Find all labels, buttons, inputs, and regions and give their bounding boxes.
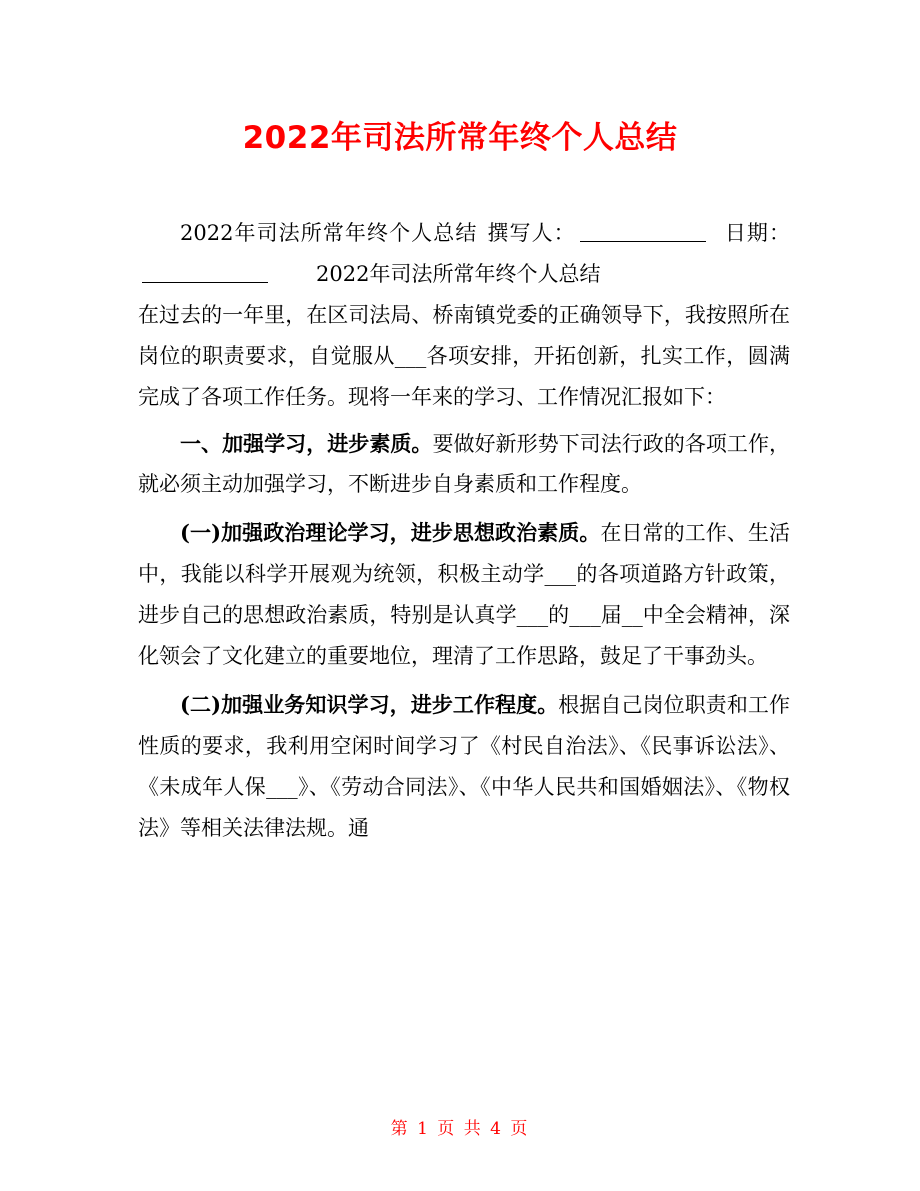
section-1-2-text: 根据自己岗位职责和工作性质的要求，我利用空闲时间学习了《村民自治法》、《民事诉讼法》、《未成年人保___》、《劳动合同法》、《中华人民共和国婚姻法》、《物权法》等相关法律法规。通: [138, 692, 790, 840]
section-1-2-paragraph: [138, 685, 790, 849]
author-label: 撰写人：: [487, 221, 576, 245]
date-label-end: 期：: [746, 221, 791, 245]
section-1-1-text: 在日常的工作、生活中，我能以科学开展观为统领，积极主动学___的各项道路方针政策，进步自己的思想政治素质，特别是认真学___的___届__中全会精神，深化领会了文化建立的重要地位，理清了工作思路，鼓足了干事劲头。: [138, 521, 791, 669]
date-label-start: 日: [723, 221, 747, 245]
page-footer: 第 1 页 共 4 页: [390, 1119, 530, 1139]
intro-paragraph: 在过去的一年里，在区司法局、桥南镇党委的正确领导下，我按照所在岗位的职责要求，自觉服从___各项安排，开拓创新，扎实工作，圆满完成了各项工作任务。现将一年来的学习、工作情况汇报如下：: [138, 302, 790, 409]
section-1-text: 要做好新形势下司法行政的各项工作，就必须主动加强学习，不断进步自身素质和工作程度。: [138, 431, 791, 497]
section-1-paragraph: [138, 424, 790, 506]
document-body: [138, 213, 790, 849]
document-title: 2022年司法所常年终个人总结: [242, 120, 678, 156]
author-blank: [580, 223, 706, 242]
date-blank: [142, 264, 268, 283]
section-1-2-heading: (二)加强业务知识学习，进步工作程度。: [180, 691, 559, 717]
section-1-heading: 一、加强学习，进步素质。: [180, 430, 433, 456]
repeat-title: 2022年司法所常年终个人总结: [316, 261, 601, 286]
header-subtitle: 2022年司法所常年终个人总结: [180, 221, 478, 245]
section-1-1-heading: (一)加强政治理论学习，进步思想政治素质。: [180, 520, 601, 546]
header-line: [138, 213, 790, 295]
section-1-1-paragraph: [138, 513, 790, 677]
